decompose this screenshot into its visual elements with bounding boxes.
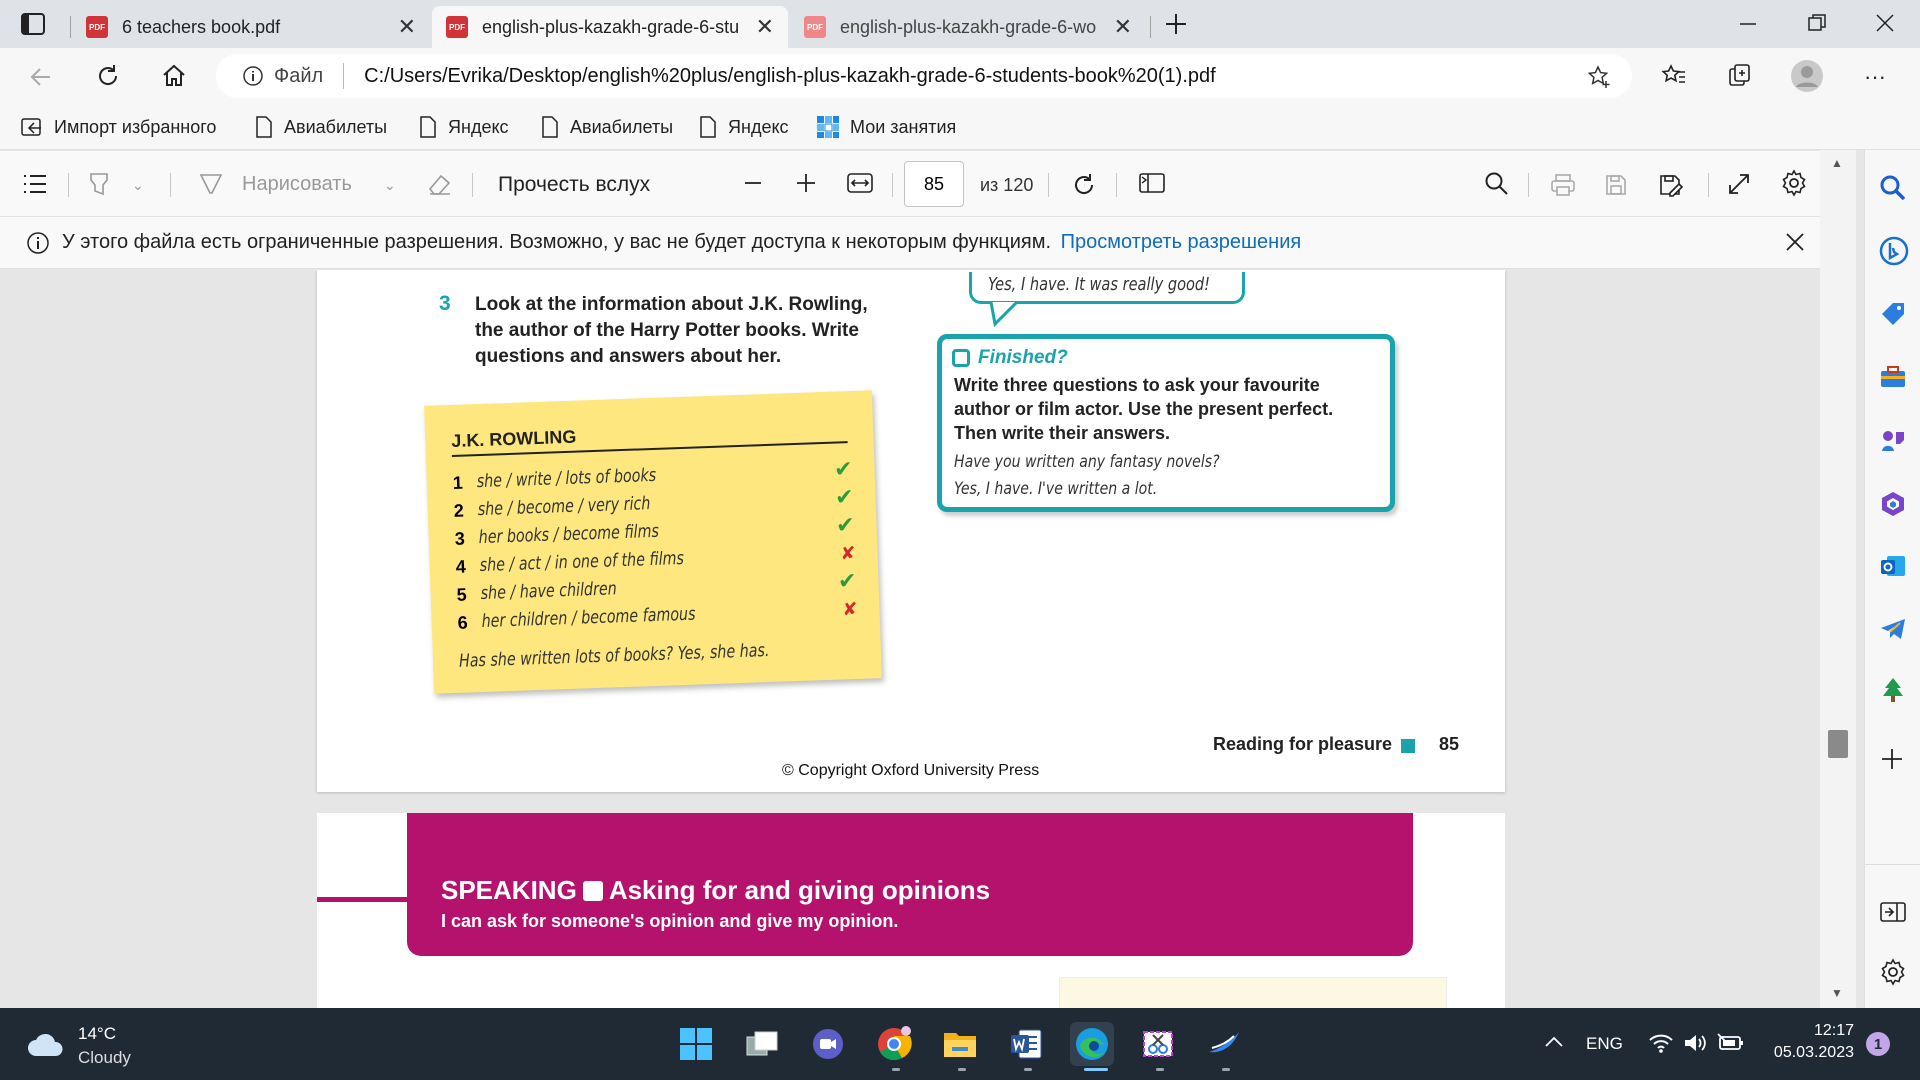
taskbar	[0, 1008, 1920, 1080]
cross-icon: ✘	[840, 542, 856, 564]
favorite-import[interactable]: Импорт избранного	[20, 115, 216, 139]
close-icon[interactable]	[1784, 231, 1806, 253]
page-view-icon[interactable]	[1138, 171, 1166, 195]
edge-icon[interactable]	[1070, 1022, 1114, 1066]
language-indicator[interactable]: ENG	[1586, 1034, 1623, 1053]
telegram-icon[interactable]	[1879, 616, 1907, 642]
zoom-in-icon[interactable]	[794, 171, 818, 195]
exercise-instructions: Look at the information about J.K. Rowling, the author of the Harry Potter books. Write questions and answers about her.	[475, 294, 868, 367]
word-icon[interactable]	[1004, 1022, 1048, 1066]
tab-actions-icon[interactable]	[20, 12, 48, 36]
favorites-icon[interactable]	[1660, 62, 1688, 90]
tab-title: english-plus-kazakh-grade-6-stu	[482, 16, 740, 37]
fit-width-icon[interactable]	[846, 171, 874, 195]
shopping-tag-icon[interactable]	[1879, 300, 1907, 328]
check-icon: ✔	[837, 567, 857, 594]
home-icon[interactable]	[160, 62, 188, 90]
new-tab-button[interactable]	[1162, 10, 1190, 38]
games-icon[interactable]	[1879, 426, 1907, 454]
view-permissions-link[interactable]: Просмотреть разрешения	[1060, 231, 1302, 253]
favorite-aviabilety-2[interactable]: Авиабилеты	[540, 115, 673, 139]
check-icon: ✔	[835, 511, 855, 538]
note-example: Has she written lots of books? Yes, she has.	[458, 640, 770, 672]
app-swoosh-icon[interactable]	[1202, 1022, 1246, 1066]
import-icon	[20, 115, 44, 139]
add-favorite-icon[interactable]	[1586, 64, 1612, 90]
url-text[interactable]: C:/Users/Evrika/Desktop/english%20plus/english-plus-kazakh-grade-6-students-book%20(1).pdf	[364, 64, 1216, 87]
finished-instructions: Write three questions to ask your favourite author or film actor. Use the present perfect. Then write their answers.	[954, 375, 1334, 443]
page-icon	[540, 115, 560, 139]
page-icon	[254, 115, 274, 139]
url-box[interactable]	[216, 54, 1632, 98]
pdf-page-86	[317, 813, 1505, 1008]
battery-icon[interactable]	[1716, 1032, 1744, 1054]
sidebar-search-icon[interactable]	[1879, 174, 1907, 202]
footer-section-label: Reading for pleasure	[1213, 734, 1393, 754]
pdf-icon: PDF	[804, 16, 826, 38]
file-explorer-icon[interactable]	[938, 1022, 982, 1066]
vertical-scrollbar[interactable]: ▲ ▼	[1820, 150, 1856, 1008]
list-item: 4 she / act / in one of the films ✘	[455, 539, 856, 581]
snipping-tool-icon[interactable]	[1136, 1022, 1180, 1066]
more-icon[interactable]: ···	[1864, 64, 1886, 89]
close-icon[interactable]: ✕	[397, 14, 416, 39]
check-icon: ✔	[834, 483, 854, 510]
favorite-yandex-2[interactable]: Яндекс	[698, 115, 789, 139]
infobar-message: У этого файла есть ограниченные разрешения. Возможно, у вас не будет доступа к некоторым функциям.	[62, 231, 1052, 253]
notification-badge[interactable]: 1	[1866, 1032, 1890, 1056]
tab-title: 6 teachers book.pdf	[122, 16, 281, 37]
save-as-icon[interactable]	[1658, 173, 1684, 197]
speech-bubble: Yes, I have. It was really good!	[969, 272, 1245, 304]
page-icon	[418, 115, 438, 139]
chrome-icon[interactable]	[872, 1022, 916, 1066]
close-icon[interactable]: ✕	[755, 14, 774, 39]
note-list	[452, 455, 858, 637]
exercise-number: 3	[439, 292, 451, 315]
info-icon	[26, 231, 50, 255]
check-icon: ✔	[833, 455, 853, 482]
edge-sidebar	[1864, 150, 1920, 1008]
cloud-icon[interactable]	[26, 1028, 66, 1060]
weather-condition[interactable]: Cloudy	[78, 1048, 131, 1067]
save-icon[interactable]	[1604, 173, 1628, 197]
favorite-my-lessons[interactable]: Мои занятия	[816, 115, 956, 139]
list-item: 6 her children / become famous ✘	[457, 595, 858, 637]
teams-chat-icon[interactable]	[806, 1022, 850, 1066]
start-windows-icon[interactable]	[674, 1022, 718, 1066]
restore-button[interactable]	[1806, 12, 1828, 34]
pdf-page-85	[317, 270, 1505, 792]
page-total-label: из 120	[980, 175, 1034, 195]
page-number-input[interactable]: 85	[904, 161, 964, 207]
footer-page-number: 85	[1439, 734, 1460, 754]
wifi-icon[interactable]	[1648, 1032, 1674, 1054]
weather-temperature[interactable]: 14°C	[78, 1024, 116, 1043]
print-icon[interactable]	[1550, 173, 1576, 197]
avatar[interactable]	[1790, 59, 1824, 93]
list-item: 3 her books / become films ✔	[454, 511, 855, 549]
banner-line: I can ask for someone's opinion and give my opinion.	[441, 911, 899, 931]
tab-title: english-plus-kazakh-grade-6-wo	[840, 16, 1097, 37]
permissions-infobar	[0, 217, 1820, 269]
draw-icon[interactable]	[198, 171, 224, 197]
square-icon	[583, 881, 603, 901]
list-item: 5 she / have children ✔	[456, 567, 857, 605]
pdf-icon: PDF	[446, 16, 468, 38]
copyright: © Copyright Oxford University Press	[782, 762, 1040, 779]
speech-bubble-tail	[989, 302, 1029, 328]
read-aloud-button[interactable]: Прочесть вслух	[498, 173, 651, 196]
finished-examples: Have you written any fantasy novels? Yes, I have. I've written a lot.	[954, 452, 1220, 499]
highlight-icon[interactable]	[86, 171, 112, 197]
tab-workbook[interactable]	[790, 6, 1146, 48]
page-icon	[698, 115, 718, 139]
refresh-icon[interactable]	[94, 62, 122, 90]
outlook-icon[interactable]	[1879, 552, 1907, 580]
content-box	[1059, 977, 1447, 1008]
pdf-toolbar	[0, 151, 1820, 217]
fullscreen-icon[interactable]	[1726, 171, 1752, 197]
file-scheme-label[interactable]: Файл	[274, 64, 324, 87]
pdf-viewport[interactable]	[0, 270, 1820, 1008]
collections-icon[interactable]	[1726, 62, 1754, 90]
section-square-icon	[1401, 739, 1415, 753]
bing-icon[interactable]	[1879, 236, 1909, 266]
favorite-aviabilety-1[interactable]: Авиабилеты	[254, 115, 387, 139]
finished-title: Finished?	[978, 347, 1068, 368]
tools-briefcase-icon[interactable]	[1879, 364, 1907, 390]
chevron-down-icon[interactable]: ⌄	[384, 177, 396, 193]
contents-icon[interactable]	[22, 173, 48, 195]
pdf-icon: PDF	[86, 16, 108, 38]
back-icon[interactable]	[28, 64, 54, 90]
banner-subtitle: Asking for and giving opinions	[608, 875, 991, 905]
tray-chevron-up-icon[interactable]	[1544, 1034, 1564, 1048]
tab-teachers-book[interactable]	[72, 6, 430, 48]
list-item: 2 she / become / very rich ✔	[453, 483, 854, 521]
draw-label[interactable]: Нарисовать	[242, 173, 352, 195]
minimize-button[interactable]	[1738, 14, 1758, 34]
title-bar	[0, 0, 1920, 48]
rowling-note	[424, 390, 882, 693]
volume-icon[interactable]	[1682, 1032, 1708, 1054]
settings-gear-icon[interactable]	[1780, 169, 1808, 197]
clock[interactable]: 12:17 05.03.2023	[1773, 1022, 1854, 1061]
list-item: 1 she / write / lots of books ✔	[452, 455, 853, 493]
scroll-thumb[interactable]	[1828, 730, 1848, 758]
tree-icon[interactable]	[1879, 676, 1907, 704]
square-icon	[952, 349, 970, 367]
favorites-bar	[0, 105, 1920, 150]
info-icon[interactable]	[242, 65, 264, 87]
task-view-icon[interactable]	[740, 1022, 784, 1066]
zoom-out-icon[interactable]	[742, 171, 764, 195]
office-icon[interactable]	[1879, 490, 1907, 518]
rotate-icon[interactable]	[1070, 171, 1098, 199]
close-icon[interactable]: ✕	[1113, 14, 1132, 39]
grid-logo-icon	[816, 115, 840, 139]
note-title: J.K. ROWLING	[451, 426, 577, 451]
close-window-button[interactable]	[1874, 12, 1896, 34]
chevron-down-icon[interactable]: ⌄	[132, 177, 144, 193]
tab-students-book[interactable]	[432, 6, 788, 48]
hide-sidebar-icon[interactable]	[1879, 900, 1907, 924]
sidebar-settings-icon[interactable]	[1879, 958, 1907, 986]
banner-title: SPEAKING	[441, 875, 577, 905]
add-icon[interactable]	[1879, 746, 1905, 772]
cross-icon: ✘	[842, 598, 858, 620]
speaking-banner	[407, 813, 1413, 956]
favorite-yandex-1[interactable]: Яндекс	[418, 115, 509, 139]
eraser-icon[interactable]	[426, 171, 454, 197]
search-icon[interactable]	[1484, 171, 1510, 197]
finished-box	[937, 334, 1395, 512]
address-bar	[0, 48, 1920, 105]
